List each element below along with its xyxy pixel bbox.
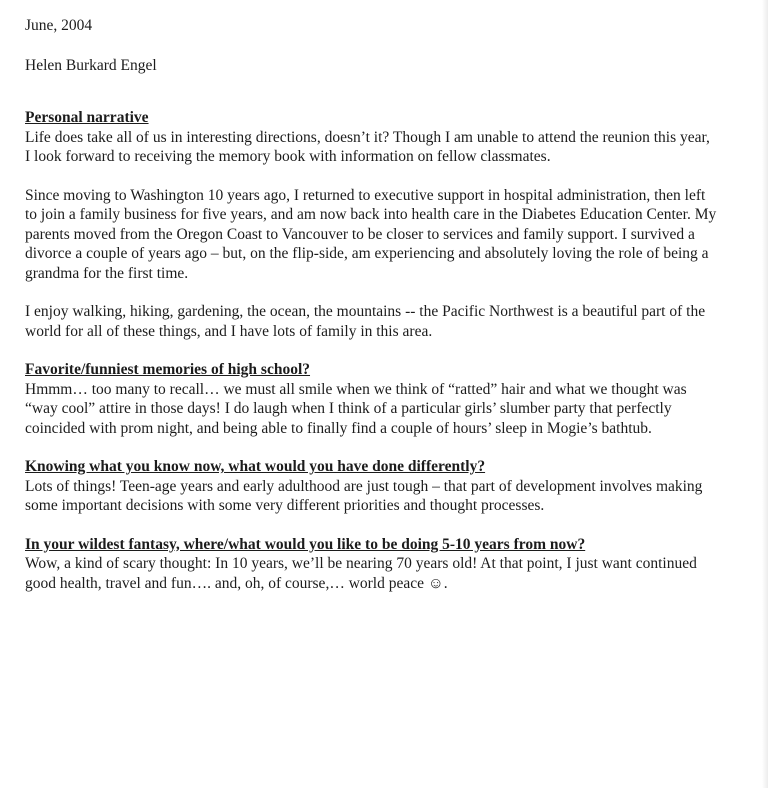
section-wildest-fantasy	[25, 535, 718, 594]
section-paragraph: Since moving to Washington 10 years ago, I returned to executive support in hospital administration, then left to join a family business for five years, and am now back into health care in the Diabetes Education Center. My parents moved from the Oregon Coast to Vancouver to be closer to services and family support. I survived a divorce a couple of years ago – but, on the flip-side, am experiencing and absolutely loving the role of being a grandma for the first time.	[25, 186, 717, 282]
section-done-differently	[25, 457, 718, 516]
section-heading: Personal narrative	[25, 109, 149, 126]
scan-edge-shadow	[762, 0, 768, 788]
author-name: Helen Burkard Engel	[25, 56, 157, 74]
section-paragraph: Lots of things! Teen-age years and early adulthood are just tough – that part of development involves making some important decisions with some very different priorities and thought processes.	[25, 477, 703, 514]
section-heading: In your wildest fantasy, where/what would you like to be doing 5-10 years from now?	[25, 535, 586, 553]
section-heading: Favorite/funniest memories of high school?	[25, 361, 311, 378]
document-date: June, 2004	[25, 17, 93, 34]
section-paragraph: Wow, a kind of scary thought: In 10 years, we’ll be nearing 70 years old! At that point, I just want continued good health, travel and fun…. and, oh, of course,… world peace ☺.	[25, 555, 697, 592]
section-paragraph: Hmmm… too many to recall… we must all smile when we think of “ratted” hair and what we thought was “way cool” attire in those days! I do laugh when I think of a particular girls’ slumber party that perfectly coincided with prom night, and being able to finally find a couple of hours’ sleep in Mogie’s bathtub.	[25, 380, 687, 437]
section-paragraph: Life does take all of us in interesting directions, doesn’t it? Though I am unable to attend the reunion this year, I look forward to receiving the memory book with information on fellow classmates.	[25, 128, 710, 165]
section-paragraph: I enjoy walking, hiking, gardening, the ocean, the mountains -- the Pacific Northwest is a beautiful part of the world for all of these things, and I have lots of family in this area.	[25, 303, 706, 340]
section-heading: Knowing what you know now, what would you have done differently?	[25, 458, 486, 475]
section-personal-narrative	[25, 108, 718, 341]
section-favorite-memories	[25, 360, 718, 438]
